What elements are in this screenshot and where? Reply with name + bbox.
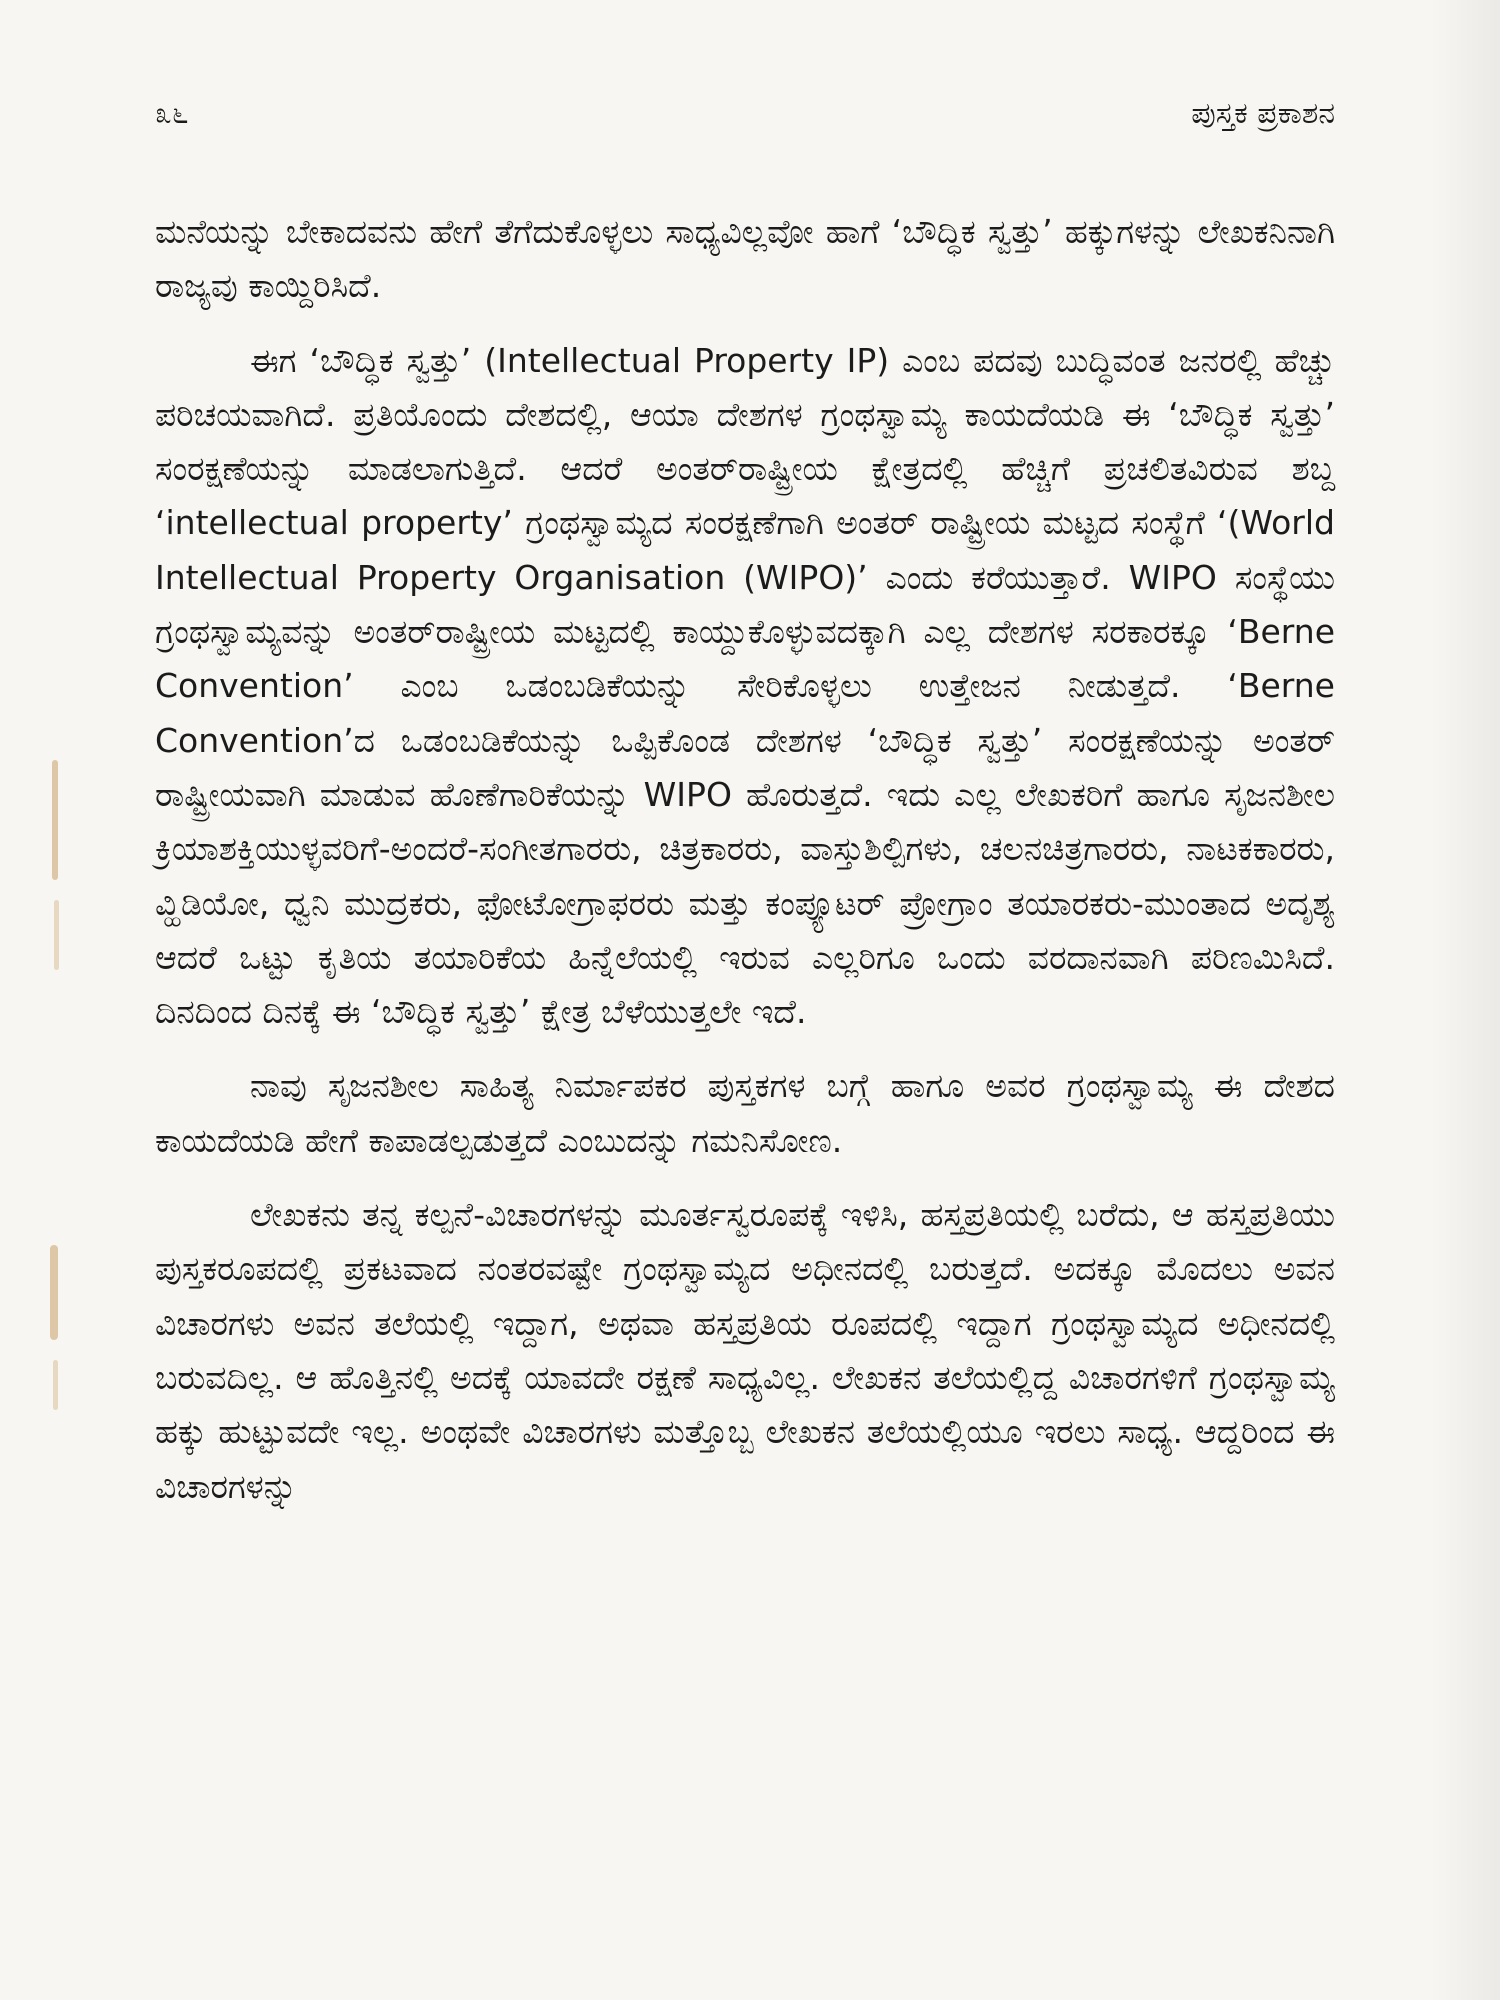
paragraph: ನಾವು ಸೃಜನಶೀಲ ಸಾಹಿತ್ಯ ನಿರ್ಮಾಪಕರ ಪುಸ್ತಕಗಳ ಬಗ್ಗೆ ಹಾಗೂ ಅವರ ಗ್ರಂಥಸ್ವಾಮ್ಯ ಈ ದೇಶದ ಕಾಯದೆಯಡಿ ಹೇಗೆ ಕಾಪಾಡಲ್ಪಡುತ್ತದೆ ಎಂಬುದನ್ನು ಗಮನಿಸೋಣ. bbox=[155, 1066, 1335, 1160]
paragraph: ಲೇಖಕನು ತನ್ನ ಕಲ್ಪನೆ-ವಿಚಾರಗಳನ್ನು ಮೂರ್ತಸ್ವರೂಪಕ್ಕೆ ಇಳಿಸಿ, ಹಸ್ತಪ್ರತಿಯಲ್ಲಿ ಬರೆದು, ಆ ಹಸ್ತಪ್ರತಿಯು ಪುಸ್ತಕರೂಪದಲ್ಲಿ ಪ್ರಕಟವಾದ ನಂತರವಷ್ಟೇ ಗ್ರಂಥಸ್ವಾಮ್ಯದ ಅಧೀನದಲ್ಲಿ ಬರುತ್ತದೆ. ಅದಕ್ಕೂ ಮೊದಲು ಅವನ ವಿಚಾರಗಳು ಅವನ ತಲೆಯಲ್ಲಿ ಇದ್ದಾಗ, ಅಥವಾ ಹಸ್ತಪ್ರತಿಯ ರೂಪದಲ್ಲಿ ಇದ್ದಾಗ ಗ್ರಂಥಸ್ವಾಮ್ಯದ ಅಧೀನದಲ್ಲಿ ಬರುವದಿಲ್ಲ. ಆ ಹೊತ್ತಿನಲ್ಲಿ ಅದಕ್ಕೆ ಯಾವದೇ ರಕ್ಷಣೆ ಸಾಧ್ಯವಿಲ್ಲ. ಲೇಖಕನ ತಲೆಯಲ್ಲಿದ್ದ ವಿಚಾರಗಳಿಗೆ ಗ್ರಂಥಸ್ವಾಮ್ಯ ಹಕ್ಕು ಹುಟ್ಟುವದೇ ಇಲ್ಲ. ಅಂಥವೇ ವಿಚಾರಗಳು ಮತ್ತೊಬ್ಬ ಲೇಖಕನ ತಲೆಯಲ್ಲಿಯೂ ಇರಲು ಸಾಧ್ಯ. ಆದ್ದರಿಂದ ಈ ವಿಚಾರಗಳನ್ನು bbox=[155, 1195, 1335, 1506]
page-header bbox=[155, 96, 1335, 146]
paper-stain bbox=[53, 1360, 58, 1410]
paper-stain bbox=[50, 1245, 58, 1340]
paragraph: ಈಗ ‘ಬೌದ್ಧಿಕ ಸ್ವತ್ತು’ (Intellectual Property IP) ಎಂಬ ಪದವು ಬುದ್ಧಿವಂತ ಜನರಲ್ಲಿ ಹೆಚ್ಚು ಪರಿಚಯವಾಗಿದೆ. ಪ್ರತಿಯೊಂದು ದೇಶದಲ್ಲಿ, ಆಯಾ ದೇಶಗಳ ಗ್ರಂಥಸ್ವಾಮ್ಯ ಕಾಯದೆಯಡಿ ಈ ‘ಬೌದ್ಧಿಕ ಸ್ವತ್ತು’ ಸಂರಕ್ಷಣೆಯನ್ನು ಮಾಡಲಾಗುತ್ತಿದೆ. ಆದರೆ ಅಂತರ್‌ರಾಷ್ಟ್ರೀಯ ಕ್ಷೇತ್ರದಲ್ಲಿ ಹೆಚ್ಚಿಗೆ ಪ್ರಚಲಿತವಿರುವ ಶಬ್ದ ‘intellectual property’ ಗ್ರಂಥಸ್ವಾಮ್ಯದ ಸಂರಕ್ಷಣೆಗಾಗಿ ಅಂತರ್ ರಾಷ್ಟ್ರೀಯ ಮಟ್ಟದ ಸಂಸ್ಥೆಗೆ ‘(World Intellectual Property Organisation (WIPO)’ ಎಂದು ಕರೆಯುತ್ತಾರೆ. WIPO ಸಂಸ್ಥೆಯು ಗ್ರಂಥಸ್ವಾಮ್ಯವನ್ನು ಅಂತರ್‌ರಾಷ್ಟ್ರೀಯ ಮಟ್ಟದಲ್ಲಿ ಕಾಯ್ದುಕೊಳ್ಳುವದಕ್ಕಾಗಿ ಎಲ್ಲ ದೇಶಗಳ ಸರಕಾರಕ್ಕೂ ‘Berne Convention’ ಎಂಬ ಒಡಂಬಡಿಕೆಯನ್ನು ಸೇರಿಕೊಳ್ಳಲು ಉತ್ತೇಜನ ನೀಡುತ್ತದೆ. ‘Berne Convention’ದ ಒಡಂಬಡಿಕೆಯನ್ನು ಒಪ್ಪಿಕೊಂಡ ದೇಶಗಳ ‘ಬೌದ್ಧಿಕ ಸ್ವತ್ತು’ ಸಂರಕ್ಷಣೆಯನ್ನು ಅಂತರ್ ರಾಷ್ಟ್ರೀಯವಾಗಿ ಮಾಡುವ ಹೊಣೆಗಾರಿಕೆಯನ್ನು WIPO ಹೊರುತ್ತದೆ. ಇದು ಎಲ್ಲ ಲೇಖಕರಿಗೆ ಹಾಗೂ ಸೃಜನಶೀಲ ಕ್ರಿಯಾಶಕ್ತಿಯುಳ್ಳವರಿಗೆ-ಅಂದರೆ-ಸಂಗೀತಗಾರರು, ಚಿತ್ರಕಾರರು, ವಾಸ್ತುಶಿಲ್ಪಿಗಳು, ಚಲನಚಿತ್ರಗಾರರು, ನಾಟಕಕಾರರು, ವ್ಹಿಡಿಯೋ, ಧ್ವನಿ ಮುದ್ರಕರು, ಫೋಟೋಗ್ರಾಫರರು ಮತ್ತು ಕಂಪ್ಯೂಟರ್ ಪ್ರೋಗ್ರಾಂ ತಯಾರಕರು-ಮುಂತಾದ ಅದೃಶ್ಯ ಆದರೆ ಒಟ್ಟು ಕೃತಿಯ ತಯಾರಿಕೆಯ ಹಿನ್ನೆಲೆಯಲ್ಲಿ ಇರುವ ಎಲ್ಲರಿಗೂ ಒಂದು ವರದಾನವಾಗಿ ಪರಿಣಮಿಸಿದೆ. ದಿನದಿಂದ ದಿನಕ್ಕೆ ಈ ‘ಬೌದ್ಧಿಕ ಸ್ವತ್ತು’ ಕ್ಷೇತ್ರ ಬೆಳೆಯುತ್ತಲೇ ಇದೆ. bbox=[155, 340, 1335, 1032]
page-spine-shadow bbox=[1430, 0, 1500, 2000]
body-text bbox=[155, 205, 1335, 1534]
paper-stain bbox=[54, 900, 59, 970]
paragraph: ಮನೆಯನ್ನು ಬೇಕಾದವನು ಹೇಗೆ ತೆಗೆದುಕೊಳ್ಳಲು ಸಾಧ್ಯವಿಲ್ಲವೋ ಹಾಗೆ ‘ಬೌದ್ಧಿಕ ಸ್ವತ್ತು’ ಹಕ್ಕುಗಳನ್ನು ಲೇಖಕನಿನಾಗಿ ರಾಜ್ಯವು ಕಾಯ್ದಿರಿಸಿದೆ. bbox=[155, 212, 1335, 306]
paper-stain bbox=[52, 760, 58, 880]
running-title: ಪುಸ್ತಕ ಪ್ರಕಾಶನ bbox=[1191, 96, 1335, 131]
page-number: ೩೬ bbox=[155, 96, 189, 131]
